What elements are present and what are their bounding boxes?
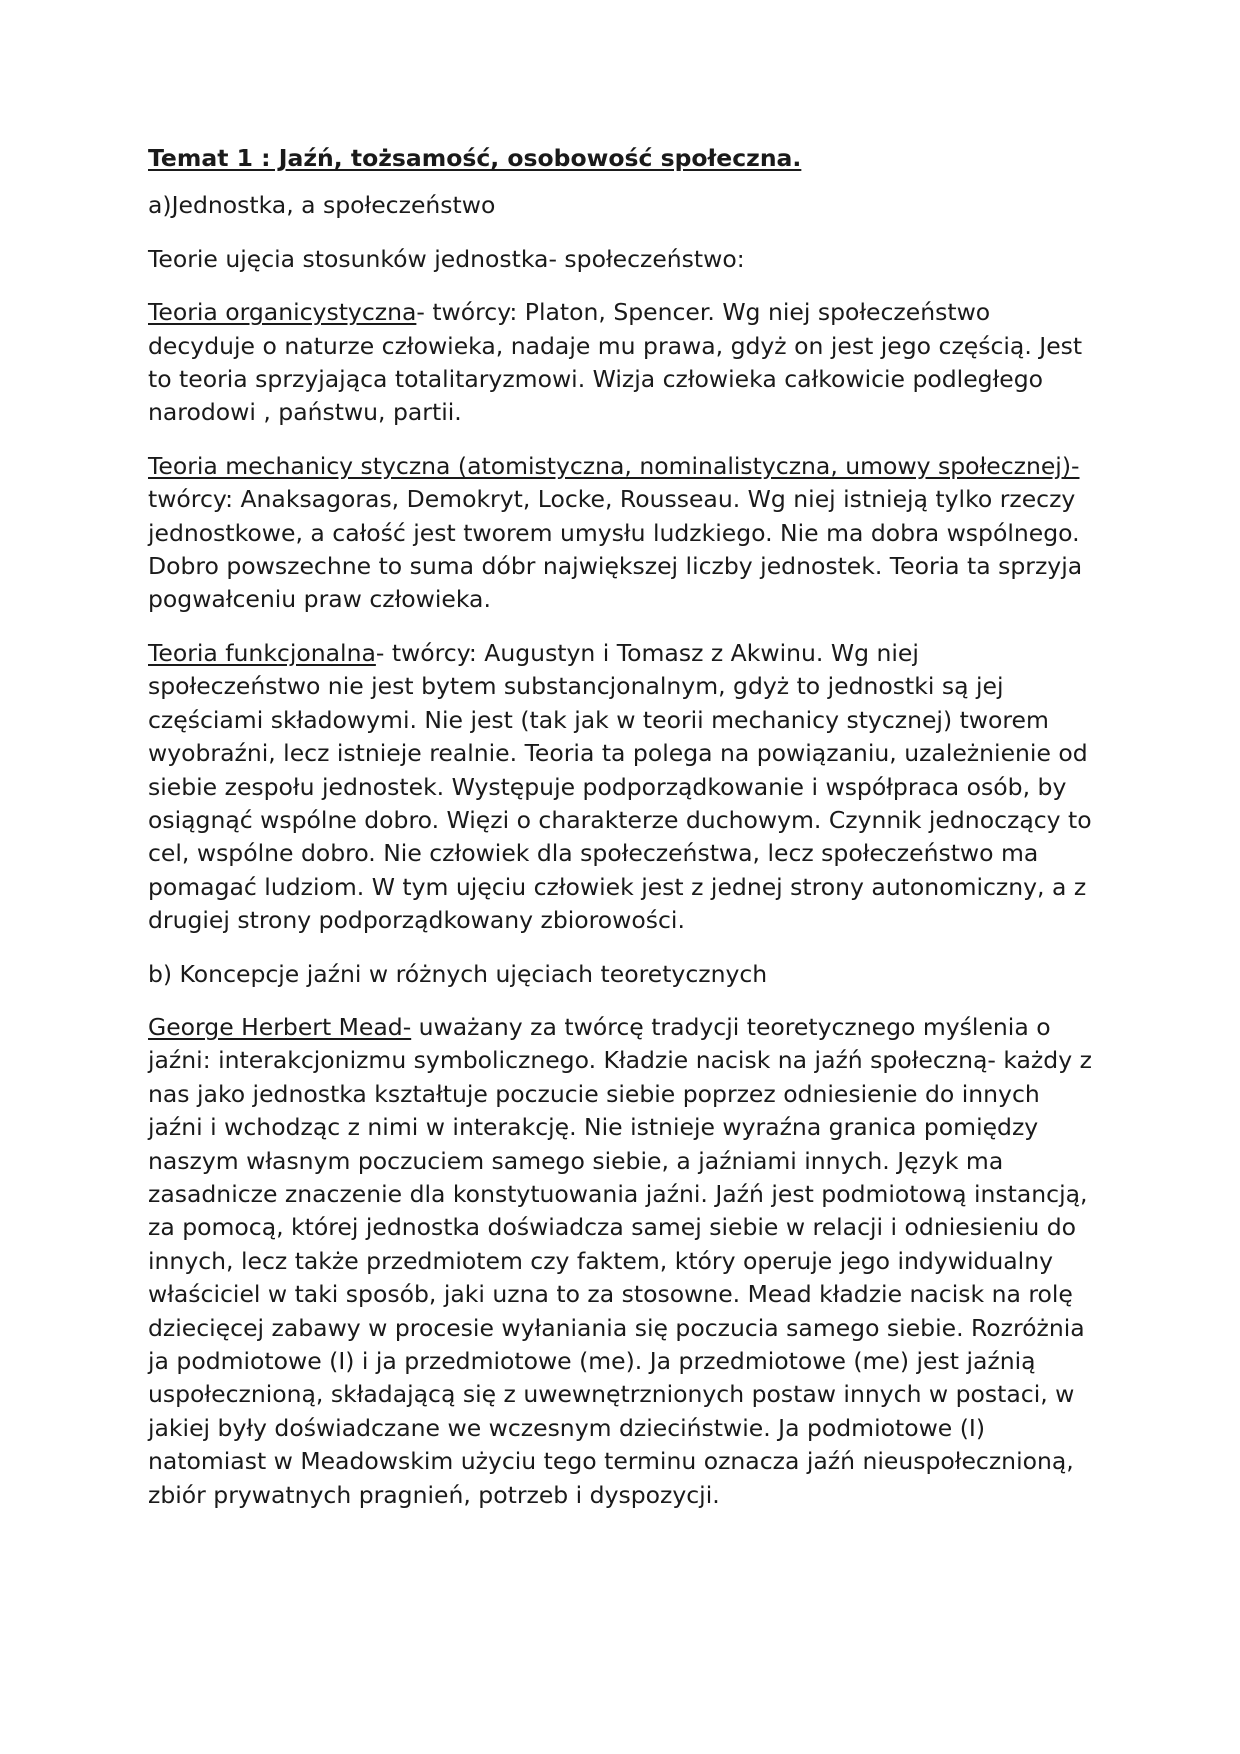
mead-text: uważany za twórcę tradycji teoretycznego myślenia o jaźni: interakcjonizmu symbolicznego. Kładzie nacisk na jaźń społeczną- każdy z nas jako jednostka kształtuje poczucie siebie poprzez odniesienie do innych jaźni i wchodząc z nimi w interakcję. Nie istnieje wyraźna granica pomiędzy naszym własnym poczuciem samego siebie, a jaźniami innych. Język ma zasadnicze znaczenie dla konstytuowania jaźni. Jaźń jest podmiotową instancją, za pomocą, której jednostka doświadcza samej siebie w relacji i odniesieniu do innych, lecz także przedmiotem czy faktem, który operuje jego indywidualny właściciel w taki sposób, jaki uzna to za stosowne. Mead kładzie nacisk na rolę dziecięcej zabawy w procesie wyłaniania się poczucia samego siebie. Rozróżnia ja podmiotowe (I) i ja przedmiotowe (me). Ja przedmiotowe (me) jest jaźnią uspołecznioną, składającą się z uwewnętrznionych postaw innych w postaci, w jakiej były doświadczane we wczesnym dzieciństwie. Ja podmiotowe (I) natomiast w Meadowskim użyciu tego terminu oznacza jaźń nieuspołecznioną, zbiór prywatnych pragnień, potrzeb i dyspozycji. [148, 1012, 1092, 1509]
intro-paragraph: Teorie ujęcia stosunków jednostka- społeczeństwo: [148, 244, 745, 273]
mead-paragraph [148, 1011, 1098, 1512]
functional-paragraph [148, 637, 1098, 938]
mechanicist-text: twórcy: Anaksagoras, Demokryt, Locke, Rousseau. Wg niej istnieją tylko rzeczy jednostkowe, a całość jest tworem umysłu ludzkiego. Nie ma dobra wspólnego. Dobro powszechne to suma dóbr największej liczby jednostek. Teoria ta sprzyja pogwałceniu praw człowieka. [148, 485, 1083, 614]
organicist-text: - twórcy: Platon, Spencer. Wg niej społeczeństwo decyduje o naturze człowieka, nadaje mu prawa, gdyż on jest jego częścią. Jest to teoria sprzyjająca totalitaryzmowi. Wizja człowieka całkowicie podległego narodowi , państwu, partii. [148, 298, 1083, 427]
mechanicist-paragraph [148, 450, 1098, 617]
functional-text: - twórcy: Augustyn i Tomasz z Akwinu. Wg niej społeczeństwo nie jest bytem substancjonalnym, gdyż to jednostki są jej częściami składowymi. Nie jest (tak jak w teorii mechanicy stycznej) tworem wyobraźni, lecz istnieje realnie. Teoria ta polega na powiązaniu, uzależnienie od siebie zespołu jednostek. Występuje podporządkowanie i współpraca osób, by osiągnąć wspólne dobro. Więzi o charakterze duchowym. Czynnik jednoczący to cel, wspólne dobro. Nie człowiek dla społeczeństwa, lecz społeczeństwo ma pomagać ludziom. W tym ujęciu człowiek jest z jednej strony autonomiczny, a z drugiej strony podporządkowany zbiorowości. [148, 638, 1092, 935]
mead-term: George Herbert Mead- [148, 1012, 412, 1041]
section-b-heading: b) Koncepcje jaźni w różnych ujęciach teoretycznych [148, 959, 768, 988]
document-title: Temat 1 : Jaźń, tożsamość, osobowość społeczna. [148, 144, 802, 172]
document-page [148, 142, 1098, 1532]
functional-term: Teoria funkcjonalna [148, 638, 376, 667]
organicist-term: Teoria organicystyczna [148, 298, 417, 327]
organicist-paragraph [148, 296, 1098, 430]
section-a-heading: a)Jednostka, a społeczeństwo [148, 191, 496, 220]
mechanicist-term: Teoria mechanicy styczna (atomistyczna, nominalistyczna, umowy społecznej)- [148, 451, 1080, 480]
